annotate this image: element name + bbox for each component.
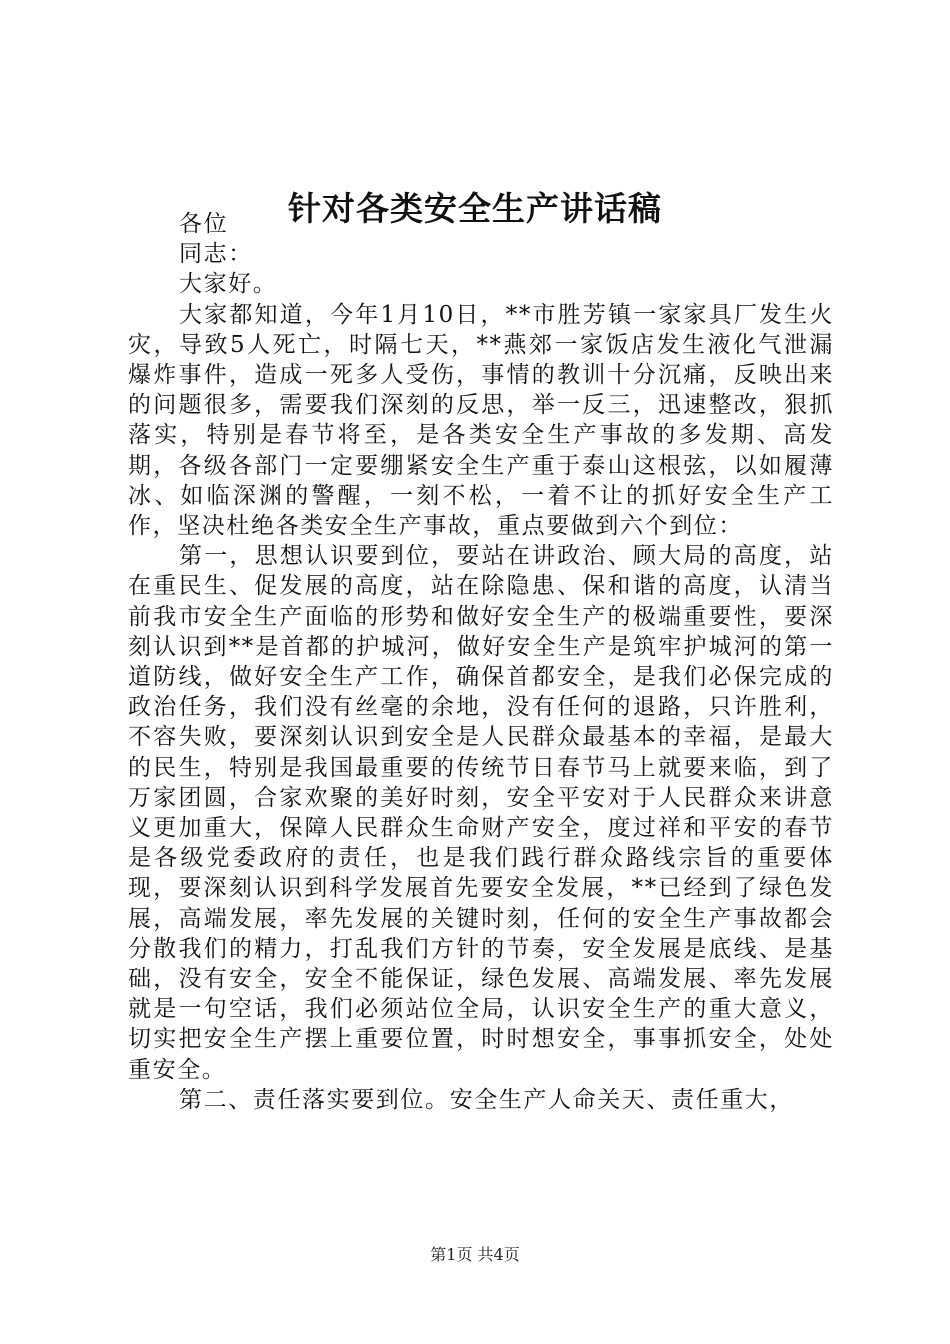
salutation-line-2: 同志： — [179, 241, 253, 268]
intro-paragraph: 大家都知道，今年1月10日，**市胜芳镇一家家具厂发生火灾，导致5人死亡，时隔七天，**燕郊一家饭店发生液化气泄漏爆炸事件，造成一死多人受伤，事情的教训十分沉痛，反映出来的问题很多，需要我们深刻的反思，举一反三，迅速整改，狠抓落实，特别是春节将至，是各类安全生产事故的多发期、高发期，各级各部门一定要绷紧安全生产重于泰山这根弦，以如履薄冰、如临深渊的警醒，一刻不松，一着不让的抓好安全生产工作，坚决杜绝各类安全生产事故，重点要做到六个到位： — [128, 301, 834, 540]
greeting-paragraph: 大家好。 — [179, 271, 278, 298]
page-number-footer: 第1页 共4页 — [430, 1245, 520, 1264]
point-two-paragraph: 第二、责任落实要到位。安全生产人命关天、责任重大， — [179, 1086, 794, 1113]
document-body — [128, 209, 834, 1115]
point-one-paragraph: 第一，思想认识要到位，要站在讲政治、顾大局的高度，站在重民生、促发展的高度，站在除隐患、保和谐的高度，认清当前我市安全生产面临的形势和做好安全生产的极端重要性，要深刻认识到**是首都的护城河，做好安全生产是筑牢护城河的第一道防线，做好安全生产工作，确保首都安全，是我们必保完成的政治任务，我们没有丝毫的余地，没有任何的退路，只许胜利，不容失败，要深刻认识到安全是人民群众最基本的幸福，是最大的民生，特别是我国最重要的传统节日春节马上就要来临，到了万家团圆，合家欢聚的美好时刻，安全平安对于人民群众来讲意义更加重大，保障人民群众生命财产安全，度过祥和平安的春节是各级党委政府的责任，也是我们践行群众路线宗旨的重要体现，要深刻认识到科学发展首先要安全发展，**已经到了绿色发展，高端发展，率先发展的关键时刻，任何的安全生产事故都会分散我们的精力，打乱我们方针的节奏，安全发展是底线、是基础，没有安全，安全不能保证，绿色发展、高端发展、率先发展就是一句空话，我们必须站位全局，认识安全生产的重大意义，切实把安全生产摆上重要位置，时时想安全，事事抓安全，处处重安全。 — [128, 543, 834, 1083]
document-title: 针对各类安全生产讲话稿 — [288, 189, 662, 228]
salutation-line-1: 各位 — [179, 211, 229, 237]
